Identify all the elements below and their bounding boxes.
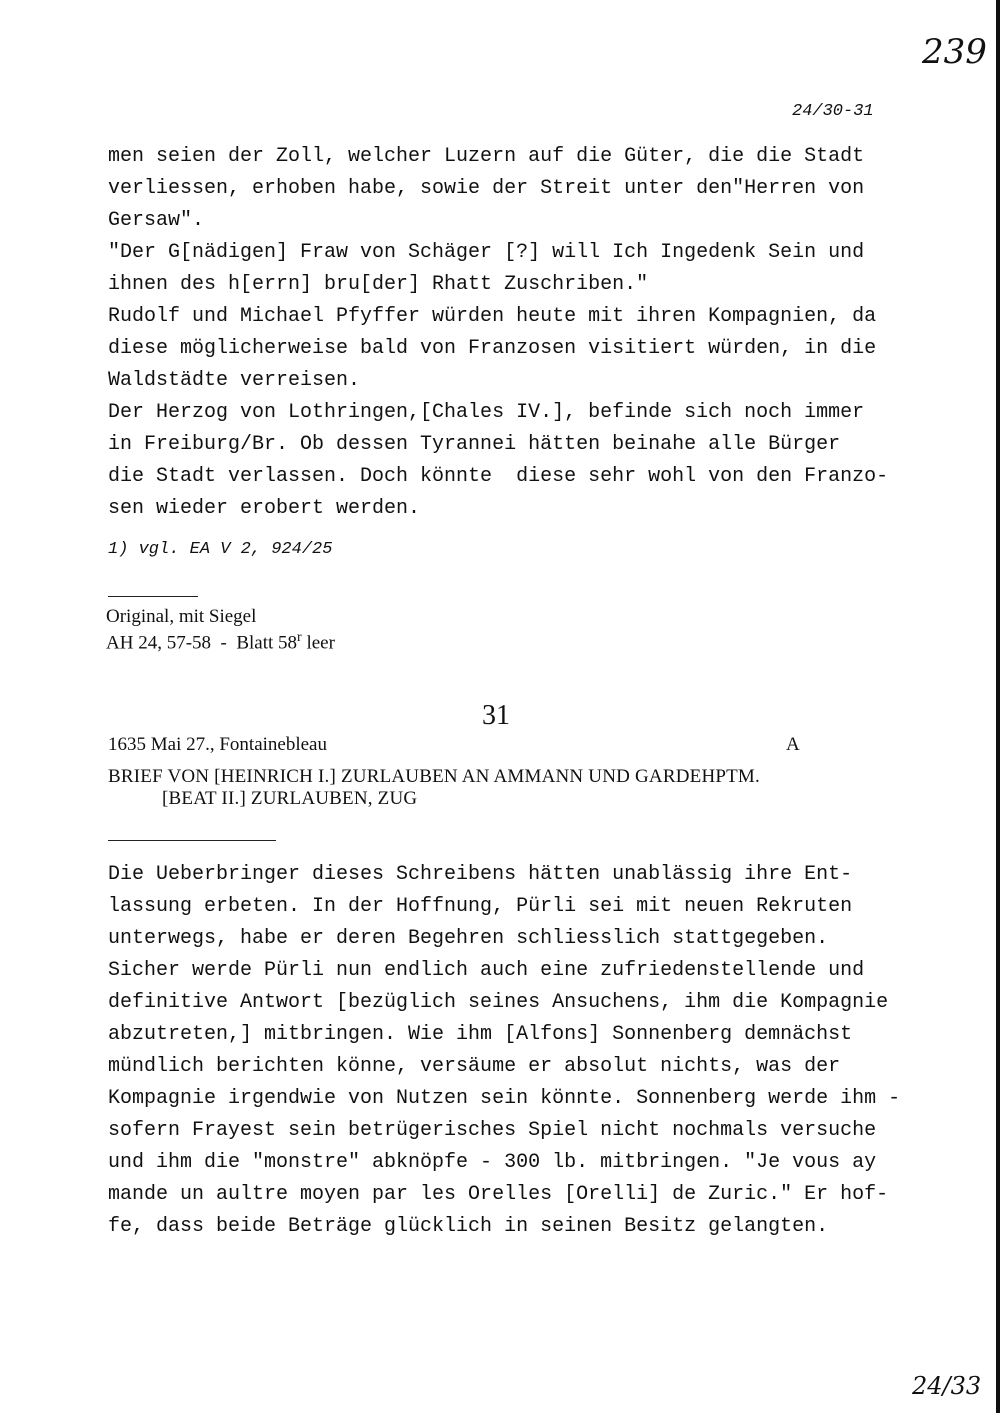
text-line: Kompagnie irgendwie von Nutzen sein könnte. Sonnenberg werde ihm - bbox=[108, 1087, 901, 1110]
text-line: und ihm die "monstre" abknöpfe - 300 lb. mitbringen. "Je vous ay bbox=[108, 1151, 877, 1174]
title-divider bbox=[108, 840, 276, 841]
handwritten-bottom-reference: 24/33 bbox=[912, 1372, 982, 1400]
text-line: Die Ueberbringer dieses Schreibens hätten unablässig ihre Ent- bbox=[108, 863, 853, 886]
text-line: Waldstädte verreisen. bbox=[108, 369, 361, 392]
text-line: die Stadt verlassen. Doch könnte diese sehr wohl von den Franzo- bbox=[108, 465, 889, 488]
text-line: Gersaw". bbox=[108, 209, 205, 232]
text-line: lassung erbeten. In der Hoffnung, Pürli sei mit neuen Rekruten bbox=[108, 895, 853, 918]
text-line: diese möglicherweise bald von Franzosen visitiert würden, in die bbox=[108, 337, 877, 360]
source-line-1: Original, mit Siegel bbox=[106, 606, 257, 627]
text-line: sen wieder erobert werden. bbox=[108, 497, 421, 520]
footnote: 1) vgl. EA V 2, 924/25 bbox=[108, 540, 333, 559]
source-note bbox=[106, 606, 335, 653]
text-line: fe, dass beide Beträge glücklich in seinen Besitz gelangten. bbox=[108, 1215, 829, 1238]
source-line-2: AH 24, 57-58 - Blatt 58$^r$ leer bbox=[106, 630, 335, 654]
text-line: unterwegs, habe er deren Begehren schliesslich stattgegeben. bbox=[108, 927, 829, 950]
body-block-1 bbox=[108, 141, 888, 525]
text-line: verliessen, erhoben habe, sowie der Streit unter den"Herren von bbox=[108, 177, 865, 200]
letter-mark: A bbox=[786, 734, 800, 755]
text-line: ihnen des h[errn] bru[der] Rhatt Zuschriben." bbox=[108, 273, 649, 296]
text-line: mündlich berichten könne, versäume er absolut nichts, was der bbox=[108, 1055, 841, 1078]
document-number: 31 bbox=[482, 700, 510, 731]
document-reference: 24/30-31 bbox=[792, 102, 874, 121]
text-line: men seien der Zoll, welcher Luzern auf die Güter, die die Stadt bbox=[108, 145, 865, 168]
text-line: in Freiburg/Br. Ob dessen Tyrannei hätten beinahe alle Bürger bbox=[108, 433, 841, 456]
date-place: 1635 Mai 27., Fontainebleau bbox=[108, 734, 327, 755]
body-block-2 bbox=[108, 859, 900, 1243]
footnote-divider bbox=[108, 596, 198, 597]
document-title-line-2: [BEAT II.] ZURLAUBEN, ZUG bbox=[162, 788, 418, 809]
text-line: Der Herzog von Lothringen,[Chales IV.], befinde sich noch immer bbox=[108, 401, 865, 424]
text-line: sofern Frayest sein betrügerisches Spiel nicht nochmals versuche bbox=[108, 1119, 877, 1142]
text-line: Sicher werde Pürli nun endlich auch eine zufriedenstellende und bbox=[108, 959, 865, 982]
text-line: abzutreten,] mitbringen. Wie ihm [Alfons] Sonnenberg demnächst bbox=[108, 1023, 853, 1046]
handwritten-page-number: 239 bbox=[922, 32, 987, 72]
document-title-line-1: BRIEF VON [HEINRICH I.] ZURLAUBEN AN AMMANN UND GARDEHPTM. bbox=[108, 766, 760, 787]
scan-edge bbox=[996, 0, 1000, 1413]
text-line: "Der G[nädigen] Fraw von Schäger [?] will Ich Ingedenk Sein und bbox=[108, 241, 865, 264]
text-line: definitive Antwort [bezüglich seines Ansuchens, ihm die Kompagnie bbox=[108, 991, 889, 1014]
text-line: Rudolf und Michael Pfyffer würden heute mit ihren Kompagnien, da bbox=[108, 305, 877, 328]
text-line: mande un aultre moyen par les Orelles [Orelli] de Zuric." Er hof- bbox=[108, 1183, 889, 1206]
